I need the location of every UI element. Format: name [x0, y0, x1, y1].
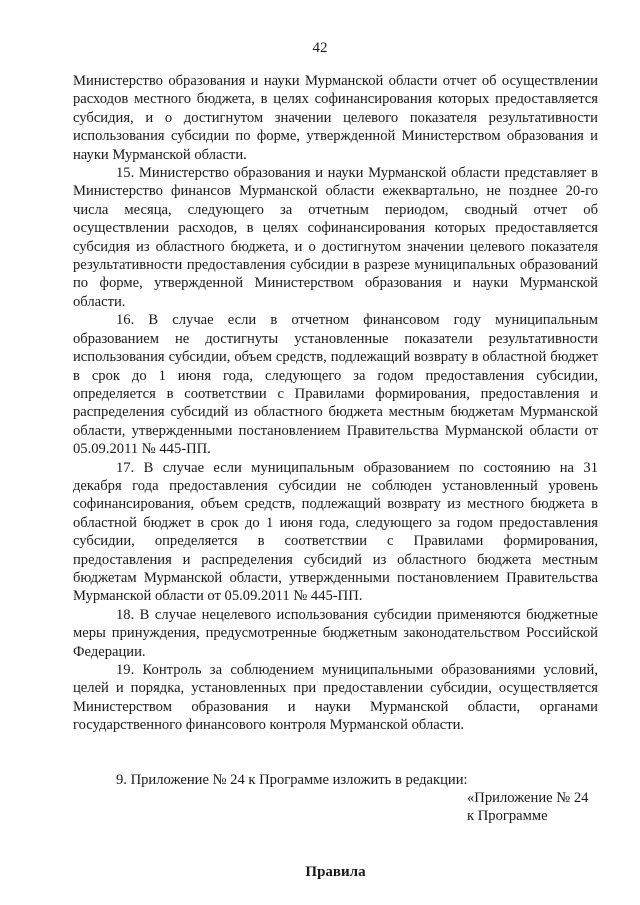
appendix-caption-line-1: «Приложение № 24: [467, 790, 589, 807]
paragraph-16: 16. В случае если в отчетном финансовом году муниципальным образованием не достигнуты установленные показатели результативности использования субсидии, объем средств, подлежащий возврату в областной бюджет в срок до 1 июня года, следующего за годом предоставления субсидии, определяется в соответствии с Правилами формирования, предоставления и распределения субсидий из областного бюджета местным бюджетам Мурманской области, утвержденными постановлением Правительства Мурманской области от 05.09.2011 № 445-ПП.: [73, 312, 598, 458]
appendix-caption-line-2: к Программе: [467, 808, 548, 825]
appendix-caption: [73, 789, 598, 826]
paragraph-18: 18. В случае нецелевого использования субсидии применяются бюджетные меры принуждения, предусмотренные бюджетным законодательством Российской Федерации.: [73, 606, 598, 660]
amendment-item-9: 9. Приложение № 24 к Программе изложить в редакции:: [116, 771, 468, 788]
document-body: [73, 72, 598, 881]
paragraph-19: 19. Контроль за соблюдением муниципальными образованиями условий, целей и порядка, установленных при предоставлении субсидии, осуществляется Министерством образования и науки Мурманской области, органами государственного финансового контроля Мурманской области.: [73, 662, 598, 734]
paragraph-continuation: Министерство образования и науки Мурманской области отчет об осуществлении расходов местного бюджета, в целях софинансирования которых предоставляется субсидия, и о достигнутом значении целевого показателя результативности использования субсидии по форме, утвержденной Министерством образования и науки Мурманской области.: [73, 73, 598, 163]
paragraph-15: 15. Министерство образования и науки Мурманской области представляет в Министерство финансов Мурманской области ежеквартально, не позднее 20-го числа месяца, следующего за отчетным периодом, сводный отчет об осуществлении расходов, в целях софинансирования которых предоставляется субсидия из областного бюджета, и о достигнутом значении целевого показателя результативности предоставления субсидии в разрезе муниципальных образований по форме, утвержденной Министерством образования и науки Мурманской области.: [73, 165, 598, 310]
page-number: 42: [312, 40, 328, 56]
section-heading: Правила: [305, 863, 366, 880]
paragraph-17: 17. В случае если муниципальным образованием по состоянию на 31 декабря года предоставления субсидии не соблюден установленный уровень софинансирования, объем средств, подлежащий возврату из местного бюджета в областной бюджет в срок до 1 июня года, следующего за годом предоставления субсидии, определяется в соответствии с Правилами формирования, предоставления и распределения субсидий из областного бюджета местным бюджетам Мурманской области, утвержденными постановлением Правительства Мурманской области от 05.09.2011 № 445-ПП.: [73, 459, 598, 605]
